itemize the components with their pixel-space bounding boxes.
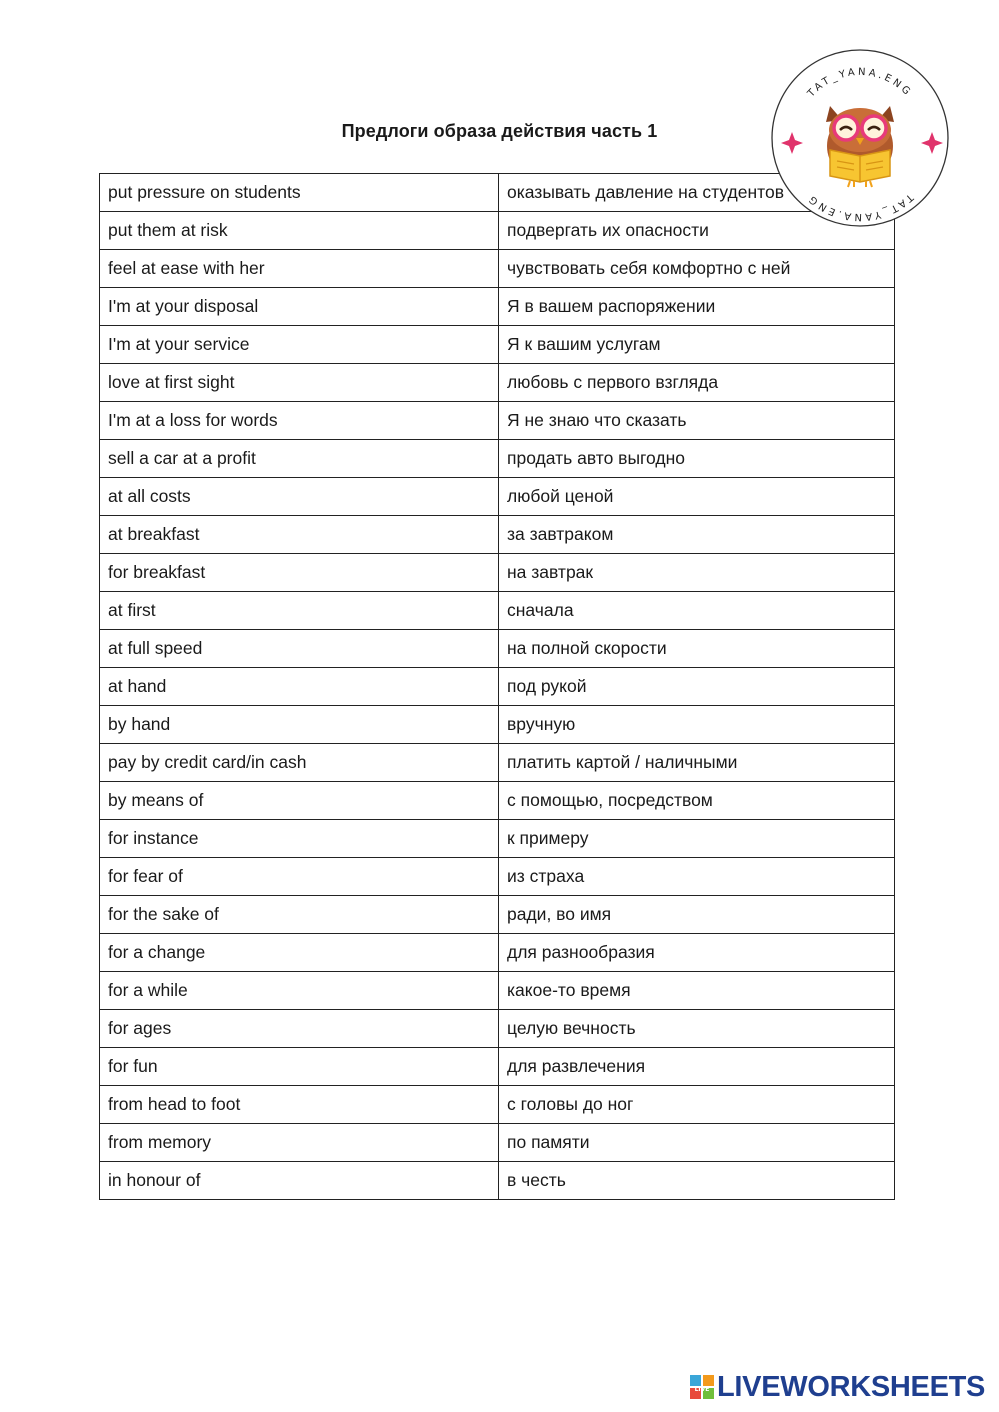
table-row (100, 630, 895, 668)
english-phrase: for a change (100, 934, 499, 972)
english-phrase: for ages (100, 1010, 499, 1048)
table-row (100, 1048, 895, 1086)
russian-translation: ради, во имя (499, 896, 895, 934)
english-phrase: feel at ease with her (100, 250, 499, 288)
vocabulary-table-body (100, 174, 895, 1200)
table-row (100, 744, 895, 782)
russian-translation: с головы до ног (499, 1086, 895, 1124)
owl-icon (826, 106, 894, 187)
russian-translation: к примеру (499, 820, 895, 858)
english-phrase: I'm at your disposal (100, 288, 499, 326)
table-row (100, 782, 895, 820)
english-phrase: at full speed (100, 630, 499, 668)
english-phrase: I'm at your service (100, 326, 499, 364)
table-row (100, 554, 895, 592)
russian-translation: подвергать их опасности (499, 212, 895, 250)
table-row (100, 516, 895, 554)
english-phrase: by means of (100, 782, 499, 820)
russian-translation: на завтрак (499, 554, 895, 592)
russian-translation: из страха (499, 858, 895, 896)
russian-translation: целую вечность (499, 1010, 895, 1048)
table-row (100, 668, 895, 706)
table-row (100, 440, 895, 478)
table-row (100, 592, 895, 630)
russian-translation: какое-то время (499, 972, 895, 1010)
table-row (100, 706, 895, 744)
english-phrase: for breakfast (100, 554, 499, 592)
table-row (100, 250, 895, 288)
russian-translation: по памяти (499, 1124, 895, 1162)
russian-translation: Я в вашем распоряжении (499, 288, 895, 326)
english-phrase: sell a car at a profit (100, 440, 499, 478)
russian-translation: Я не знаю что сказать (499, 402, 895, 440)
table-row (100, 326, 895, 364)
english-phrase: in honour of (100, 1162, 499, 1200)
liveworksheets-logo-icon (690, 1375, 714, 1399)
russian-translation: для развлечения (499, 1048, 895, 1086)
table-row (100, 1162, 895, 1200)
english-phrase: for fun (100, 1048, 499, 1086)
english-phrase: at first (100, 592, 499, 630)
liveworksheets-wordmark: LIVEWORKSHEETS (717, 1370, 986, 1403)
russian-translation: продать авто выгодно (499, 440, 895, 478)
russian-translation: с помощью, посредством (499, 782, 895, 820)
russian-translation: на полной скорости (499, 630, 895, 668)
english-phrase: at hand (100, 668, 499, 706)
stamp-text-top: TAT_YANA.ENG (805, 66, 915, 100)
english-phrase: from memory (100, 1124, 499, 1162)
page-title: Предлоги образа действия часть 1 (341, 121, 658, 141)
russian-translation: за завтраком (499, 516, 895, 554)
english-phrase: put pressure on students (100, 174, 499, 212)
owl-stamp-logo (770, 48, 950, 228)
russian-translation: для разнообразия (499, 934, 895, 972)
english-phrase: at breakfast (100, 516, 499, 554)
english-phrase: for instance (100, 820, 499, 858)
russian-translation: оказывать давление на студентов (499, 174, 895, 212)
table-row (100, 288, 895, 326)
english-phrase: love at first sight (100, 364, 499, 402)
russian-translation: платить картой / наличными (499, 744, 895, 782)
russian-translation: Я к вашим услугам (499, 326, 895, 364)
english-phrase: from head to foot (100, 1086, 499, 1124)
english-phrase: put them at risk (100, 212, 499, 250)
russian-translation: чувствовать себя комфортно с ней (499, 250, 895, 288)
english-phrase: pay by credit card/in cash (100, 744, 499, 782)
table-row (100, 896, 895, 934)
russian-translation: любой ценой (499, 478, 895, 516)
english-phrase: for fear of (100, 858, 499, 896)
table-row (100, 402, 895, 440)
table-row (100, 1124, 895, 1162)
logo-text: LIVE (694, 1386, 710, 1393)
table-row (100, 478, 895, 516)
english-phrase: for the sake of (100, 896, 499, 934)
vocabulary-table (99, 173, 895, 1200)
english-phrase: at all costs (100, 478, 499, 516)
table-row (100, 972, 895, 1010)
russian-translation: в честь (499, 1162, 895, 1200)
russian-translation: под рукой (499, 668, 895, 706)
english-phrase: I'm at a loss for words (100, 402, 499, 440)
table-row (100, 858, 895, 896)
table-row (100, 1010, 895, 1048)
russian-translation: вручную (499, 706, 895, 744)
liveworksheets-brand (690, 1370, 985, 1404)
stamp-text-bottom: TAT_YANA.ENG (805, 191, 915, 223)
table-row (100, 934, 895, 972)
english-phrase: by hand (100, 706, 499, 744)
russian-translation: сначала (499, 592, 895, 630)
table-row (100, 820, 895, 858)
table-row (100, 364, 895, 402)
english-phrase: for a while (100, 972, 499, 1010)
table-row (100, 1086, 895, 1124)
russian-translation: любовь с первого взгляда (499, 364, 895, 402)
